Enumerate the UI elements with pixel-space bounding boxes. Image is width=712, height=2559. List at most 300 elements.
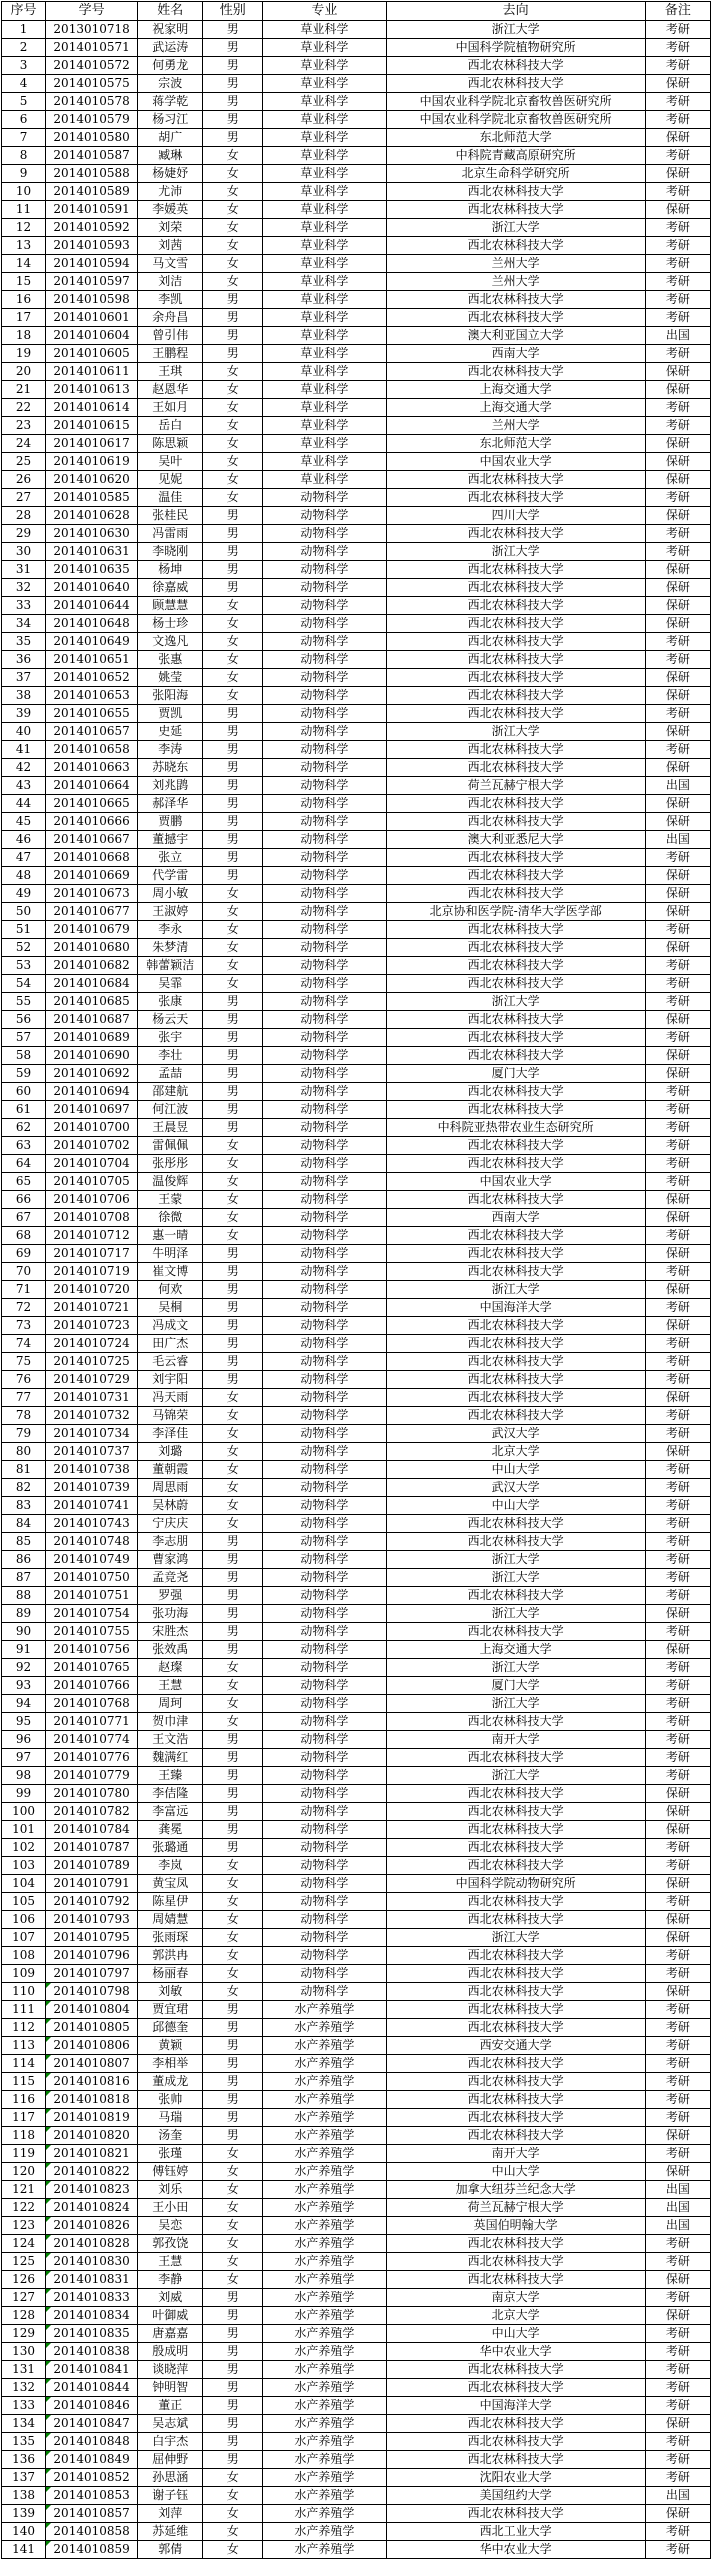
cell-major[interactable]: 草业科学: [263, 219, 386, 237]
cell-name[interactable]: 苏延维: [138, 2523, 203, 2541]
cell-note[interactable]: 考研: [645, 417, 710, 435]
cell-student-id[interactable]: 2014010663: [46, 759, 138, 777]
cell-student-id[interactable]: 2014010613: [46, 381, 138, 399]
cell-name[interactable]: 史延: [138, 723, 203, 741]
cell-index[interactable]: 25: [2, 453, 46, 471]
cell-major[interactable]: 水产养殖学: [263, 2415, 386, 2433]
cell-student-id[interactable]: 2014010597: [46, 273, 138, 291]
cell-major[interactable]: 动物科学: [263, 1299, 386, 1317]
cell-name[interactable]: 赵璨: [138, 1659, 203, 1677]
cell-student-id[interactable]: 2014010579: [46, 111, 138, 129]
cell-name[interactable]: 顾慧慧: [138, 597, 203, 615]
cell-destination[interactable]: 西北农林科技大学: [386, 1785, 645, 1803]
cell-note[interactable]: 考研: [645, 633, 710, 651]
cell-index[interactable]: 128: [2, 2307, 46, 2325]
cell-index[interactable]: 103: [2, 1857, 46, 1875]
cell-destination[interactable]: 西北农林科技大学: [386, 1749, 645, 1767]
cell-name[interactable]: 孙思涵: [138, 2469, 203, 2487]
cell-name[interactable]: 李相举: [138, 2055, 203, 2073]
cell-major[interactable]: 水产养殖学: [263, 2091, 386, 2109]
cell-name[interactable]: 杨坤: [138, 561, 203, 579]
cell-note[interactable]: 保研: [645, 1047, 710, 1065]
cell-destination[interactable]: 西北农林科技大学: [386, 615, 645, 633]
cell-destination[interactable]: 西北农林科技大学: [386, 1893, 645, 1911]
cell-gender[interactable]: 男: [203, 2325, 263, 2343]
cell-name[interactable]: 毛云睿: [138, 1353, 203, 1371]
cell-name[interactable]: 董朝霞: [138, 1461, 203, 1479]
cell-destination[interactable]: 中国科学院动物研究所: [386, 1875, 645, 1893]
cell-student-id[interactable]: 2014010741: [46, 1497, 138, 1515]
cell-destination[interactable]: 西北农林科技大学: [386, 633, 645, 651]
cell-name[interactable]: 何江波: [138, 1101, 203, 1119]
cell-gender[interactable]: 女: [203, 2163, 263, 2181]
cell-destination[interactable]: 浙江大学: [386, 993, 645, 1011]
cell-major[interactable]: 动物科学: [263, 723, 386, 741]
cell-gender[interactable]: 男: [203, 741, 263, 759]
cell-destination[interactable]: 浙江大学: [386, 219, 645, 237]
cell-destination[interactable]: 中国海洋大学: [386, 2397, 645, 2415]
cell-major[interactable]: 草业科学: [263, 129, 386, 147]
cell-index[interactable]: 14: [2, 255, 46, 273]
cell-note[interactable]: 保研: [645, 129, 710, 147]
cell-student-id[interactable]: 2014010743: [46, 1515, 138, 1533]
cell-destination[interactable]: 西北农林科技大学: [386, 237, 645, 255]
cell-student-id[interactable]: 2014010572: [46, 57, 138, 75]
cell-note[interactable]: 考研: [645, 1569, 710, 1587]
cell-major[interactable]: 草业科学: [263, 363, 386, 381]
cell-note[interactable]: 保研: [645, 1065, 710, 1083]
cell-note[interactable]: 保研: [645, 1443, 710, 1461]
cell-index[interactable]: 94: [2, 1695, 46, 1713]
cell-destination[interactable]: 西南大学: [386, 1209, 645, 1227]
cell-destination[interactable]: 西北农林科技大学: [386, 1083, 645, 1101]
cell-major[interactable]: 水产养殖学: [263, 2343, 386, 2361]
cell-major[interactable]: 动物科学: [263, 1533, 386, 1551]
cell-index[interactable]: 89: [2, 1605, 46, 1623]
cell-index[interactable]: 16: [2, 291, 46, 309]
cell-destination[interactable]: 西北农林科技大学: [386, 1047, 645, 1065]
cell-student-id[interactable]: 2014010849: [46, 2451, 138, 2469]
cell-gender[interactable]: 男: [203, 2001, 263, 2019]
cell-student-id[interactable]: 2014010649: [46, 633, 138, 651]
cell-note[interactable]: 保研: [645, 471, 710, 489]
cell-major[interactable]: 动物科学: [263, 1479, 386, 1497]
cell-index[interactable]: 56: [2, 1011, 46, 1029]
cell-gender[interactable]: 女: [203, 597, 263, 615]
cell-index[interactable]: 121: [2, 2181, 46, 2199]
cell-student-id[interactable]: 2014010750: [46, 1569, 138, 1587]
cell-student-id[interactable]: 2014010804: [46, 2001, 138, 2019]
cell-gender[interactable]: 女: [203, 1137, 263, 1155]
cell-gender[interactable]: 男: [203, 1065, 263, 1083]
cell-name[interactable]: 殷成明: [138, 2343, 203, 2361]
cell-gender[interactable]: 女: [203, 615, 263, 633]
cell-major[interactable]: 水产养殖学: [263, 2397, 386, 2415]
cell-destination[interactable]: 加拿大纽芬兰纪念大学: [386, 2181, 645, 2199]
cell-major[interactable]: 动物科学: [263, 1497, 386, 1515]
cell-student-id[interactable]: 2014010585: [46, 489, 138, 507]
cell-major[interactable]: 动物科学: [263, 597, 386, 615]
cell-student-id[interactable]: 2014010601: [46, 309, 138, 327]
cell-student-id[interactable]: 2014010774: [46, 1731, 138, 1749]
cell-student-id[interactable]: 2014010651: [46, 651, 138, 669]
cell-note[interactable]: 保研: [645, 2415, 710, 2433]
cell-note[interactable]: 考研: [645, 1173, 710, 1191]
cell-major[interactable]: 草业科学: [263, 147, 386, 165]
cell-student-id[interactable]: 2014010679: [46, 921, 138, 939]
cell-index[interactable]: 71: [2, 1281, 46, 1299]
cell-destination[interactable]: 南京大学: [386, 2289, 645, 2307]
cell-student-id[interactable]: 2014010588: [46, 165, 138, 183]
cell-note[interactable]: 考研: [645, 2091, 710, 2109]
cell-destination[interactable]: 西北农林科技大学: [386, 2505, 645, 2523]
cell-major[interactable]: 水产养殖学: [263, 2037, 386, 2055]
cell-student-id[interactable]: 2014010658: [46, 741, 138, 759]
cell-student-id[interactable]: 2014010721: [46, 1299, 138, 1317]
cell-major[interactable]: 动物科学: [263, 759, 386, 777]
cell-destination[interactable]: 西北农林科技大学: [386, 1407, 645, 1425]
cell-gender[interactable]: 女: [203, 471, 263, 489]
cell-gender[interactable]: 男: [203, 1587, 263, 1605]
cell-note[interactable]: 出国: [645, 327, 710, 345]
cell-gender[interactable]: 男: [203, 1101, 263, 1119]
cell-destination[interactable]: 西北农林科技大学: [386, 1137, 645, 1155]
cell-student-id[interactable]: 2014010697: [46, 1101, 138, 1119]
cell-index[interactable]: 62: [2, 1119, 46, 1137]
cell-index[interactable]: 102: [2, 1839, 46, 1857]
cell-note[interactable]: 保研: [645, 1191, 710, 1209]
cell-student-id[interactable]: 2014010824: [46, 2199, 138, 2217]
cell-index[interactable]: 5: [2, 93, 46, 111]
cell-gender[interactable]: 男: [203, 1119, 263, 1137]
cell-name[interactable]: 王如月: [138, 399, 203, 417]
cell-name[interactable]: 杨丽春: [138, 1965, 203, 1983]
cell-destination[interactable]: 厦门大学: [386, 1065, 645, 1083]
cell-student-id[interactable]: 2014010844: [46, 2379, 138, 2397]
cell-major[interactable]: 动物科学: [263, 1623, 386, 1641]
cell-gender[interactable]: 女: [203, 1911, 263, 1929]
cell-name[interactable]: 李壮: [138, 1047, 203, 1065]
cell-name[interactable]: 郝泽华: [138, 795, 203, 813]
cell-destination[interactable]: 西北农林科技大学: [386, 1713, 645, 1731]
cell-name[interactable]: 孟竞尧: [138, 1569, 203, 1587]
cell-destination[interactable]: 西北农林科技大学: [386, 849, 645, 867]
cell-destination[interactable]: 中山大学: [386, 1461, 645, 1479]
cell-major[interactable]: 动物科学: [263, 1317, 386, 1335]
cell-student-id[interactable]: 2014010835: [46, 2325, 138, 2343]
col-header-index[interactable]: 序号: [2, 2, 46, 21]
cell-note[interactable]: 保研: [645, 453, 710, 471]
cell-major[interactable]: 动物科学: [263, 1803, 386, 1821]
cell-student-id[interactable]: 2014010818: [46, 2091, 138, 2109]
cell-note[interactable]: 考研: [645, 1551, 710, 1569]
cell-student-id[interactable]: 2014010684: [46, 975, 138, 993]
col-header-major[interactable]: 专业: [263, 2, 386, 21]
cell-name[interactable]: 张功海: [138, 1605, 203, 1623]
cell-name[interactable]: 屈伸野: [138, 2451, 203, 2469]
cell-major[interactable]: 动物科学: [263, 1335, 386, 1353]
cell-gender[interactable]: 女: [203, 1227, 263, 1245]
cell-gender[interactable]: 女: [203, 2145, 263, 2163]
cell-note[interactable]: 考研: [645, 1407, 710, 1425]
cell-name[interactable]: 陈思颖: [138, 435, 203, 453]
cell-name[interactable]: 曹家鸿: [138, 1551, 203, 1569]
cell-index[interactable]: 126: [2, 2271, 46, 2289]
cell-name[interactable]: 宁庆庆: [138, 1515, 203, 1533]
cell-student-id[interactable]: 2014010838: [46, 2343, 138, 2361]
cell-student-id[interactable]: 2014010611: [46, 363, 138, 381]
cell-major[interactable]: 草业科学: [263, 39, 386, 57]
cell-name[interactable]: 吴恋: [138, 2217, 203, 2235]
cell-note[interactable]: 考研: [645, 849, 710, 867]
cell-index[interactable]: 127: [2, 2289, 46, 2307]
cell-index[interactable]: 51: [2, 921, 46, 939]
cell-student-id[interactable]: 2014010792: [46, 1893, 138, 1911]
cell-destination[interactable]: 西北农林科技大学: [386, 1011, 645, 1029]
cell-note[interactable]: 考研: [645, 291, 710, 309]
cell-name[interactable]: 李静: [138, 2271, 203, 2289]
cell-gender[interactable]: 男: [203, 129, 263, 147]
cell-destination[interactable]: 西北农林科技大学: [386, 1911, 645, 1929]
cell-name[interactable]: 钟明智: [138, 2379, 203, 2397]
cell-index[interactable]: 8: [2, 147, 46, 165]
cell-name[interactable]: 张康: [138, 993, 203, 1011]
cell-gender[interactable]: 男: [203, 75, 263, 93]
cell-index[interactable]: 107: [2, 1929, 46, 1947]
cell-major[interactable]: 动物科学: [263, 669, 386, 687]
cell-gender[interactable]: 男: [203, 2343, 263, 2361]
cell-index[interactable]: 84: [2, 1515, 46, 1533]
cell-index[interactable]: 17: [2, 309, 46, 327]
cell-name[interactable]: 贺巾津: [138, 1713, 203, 1731]
cell-gender[interactable]: 女: [203, 957, 263, 975]
cell-index[interactable]: 23: [2, 417, 46, 435]
cell-note[interactable]: 出国: [645, 777, 710, 795]
cell-gender[interactable]: 女: [203, 165, 263, 183]
cell-major[interactable]: 草业科学: [263, 165, 386, 183]
cell-student-id[interactable]: 2014010652: [46, 669, 138, 687]
cell-index[interactable]: 4: [2, 75, 46, 93]
cell-major[interactable]: 动物科学: [263, 1443, 386, 1461]
cell-note[interactable]: 考研: [645, 1083, 710, 1101]
cell-name[interactable]: 张瑾: [138, 2145, 203, 2163]
cell-destination[interactable]: 西北工业大学: [386, 2523, 645, 2541]
cell-gender[interactable]: 男: [203, 705, 263, 723]
cell-student-id[interactable]: 2014010712: [46, 1227, 138, 1245]
cell-student-id[interactable]: 2014010640: [46, 579, 138, 597]
cell-gender[interactable]: 女: [203, 939, 263, 957]
cell-note[interactable]: 考研: [645, 1119, 710, 1137]
cell-note[interactable]: 考研: [645, 1497, 710, 1515]
cell-name[interactable]: 李泽佳: [138, 1425, 203, 1443]
cell-index[interactable]: 55: [2, 993, 46, 1011]
cell-destination[interactable]: 西北农林科技大学: [386, 1623, 645, 1641]
cell-destination[interactable]: 澳大利亚悉尼大学: [386, 831, 645, 849]
cell-gender[interactable]: 男: [203, 813, 263, 831]
cell-student-id[interactable]: 2014010580: [46, 129, 138, 147]
cell-major[interactable]: 动物科学: [263, 1065, 386, 1083]
cell-gender[interactable]: 女: [203, 1929, 263, 1947]
cell-gender[interactable]: 男: [203, 1299, 263, 1317]
cell-name[interactable]: 张阳海: [138, 687, 203, 705]
cell-student-id[interactable]: 2014010734: [46, 1425, 138, 1443]
cell-name[interactable]: 曾引伟: [138, 327, 203, 345]
cell-index[interactable]: 70: [2, 1263, 46, 1281]
cell-gender[interactable]: 男: [203, 1623, 263, 1641]
cell-note[interactable]: 保研: [645, 795, 710, 813]
cell-student-id[interactable]: 2013010718: [46, 21, 138, 39]
cell-note[interactable]: 考研: [645, 345, 710, 363]
cell-gender[interactable]: 女: [203, 1497, 263, 1515]
cell-student-id[interactable]: 2014010593: [46, 237, 138, 255]
cell-major[interactable]: 草业科学: [263, 399, 386, 417]
cell-gender[interactable]: 女: [203, 2469, 263, 2487]
cell-major[interactable]: 草业科学: [263, 255, 386, 273]
cell-destination[interactable]: 西北农林科技大学: [386, 57, 645, 75]
cell-index[interactable]: 136: [2, 2451, 46, 2469]
cell-destination[interactable]: 西北农林科技大学: [386, 1587, 645, 1605]
cell-gender[interactable]: 女: [203, 453, 263, 471]
cell-name[interactable]: 唐嘉嘉: [138, 2325, 203, 2343]
cell-destination[interactable]: 西北农林科技大学: [386, 183, 645, 201]
cell-name[interactable]: 王臻: [138, 1767, 203, 1785]
cell-note[interactable]: 保研: [645, 939, 710, 957]
cell-major[interactable]: 动物科学: [263, 687, 386, 705]
cell-student-id[interactable]: 2014010694: [46, 1083, 138, 1101]
cell-note[interactable]: 保研: [645, 1785, 710, 1803]
cell-major[interactable]: 草业科学: [263, 417, 386, 435]
cell-major[interactable]: 动物科学: [263, 867, 386, 885]
cell-student-id[interactable]: 2014010793: [46, 1911, 138, 1929]
cell-index[interactable]: 53: [2, 957, 46, 975]
cell-destination[interactable]: 浙江大学: [386, 723, 645, 741]
cell-destination[interactable]: 西北农林科技大学: [386, 687, 645, 705]
cell-major[interactable]: 水产养殖学: [263, 2217, 386, 2235]
cell-major[interactable]: 草业科学: [263, 183, 386, 201]
cell-note[interactable]: 保研: [645, 1803, 710, 1821]
cell-name[interactable]: 董撼宇: [138, 831, 203, 849]
cell-gender[interactable]: 女: [203, 219, 263, 237]
cell-note[interactable]: 考研: [645, 1353, 710, 1371]
cell-major[interactable]: 草业科学: [263, 309, 386, 327]
cell-destination[interactable]: 西北农林科技大学: [386, 741, 645, 759]
cell-major[interactable]: 动物科学: [263, 1263, 386, 1281]
cell-destination[interactable]: 西北农林科技大学: [386, 561, 645, 579]
cell-student-id[interactable]: 2014010846: [46, 2397, 138, 2415]
cell-index[interactable]: 65: [2, 1173, 46, 1191]
cell-name[interactable]: 杨婕妤: [138, 165, 203, 183]
cell-student-id[interactable]: 2014010700: [46, 1119, 138, 1137]
cell-major[interactable]: 动物科学: [263, 1605, 386, 1623]
cell-note[interactable]: 保研: [645, 2127, 710, 2145]
cell-index[interactable]: 132: [2, 2379, 46, 2397]
cell-index[interactable]: 18: [2, 327, 46, 345]
cell-index[interactable]: 11: [2, 201, 46, 219]
cell-gender[interactable]: 女: [203, 885, 263, 903]
cell-student-id[interactable]: 2014010630: [46, 525, 138, 543]
cell-note[interactable]: 保研: [645, 561, 710, 579]
cell-index[interactable]: 54: [2, 975, 46, 993]
cell-major[interactable]: 动物科学: [263, 1515, 386, 1533]
cell-student-id[interactable]: 2014010668: [46, 849, 138, 867]
cell-name[interactable]: 张惠: [138, 651, 203, 669]
cell-name[interactable]: 张宇: [138, 1029, 203, 1047]
cell-note[interactable]: 出国: [645, 2199, 710, 2217]
cell-name[interactable]: 王慧: [138, 2253, 203, 2271]
cell-destination[interactable]: 西北农林科技大学: [386, 1263, 645, 1281]
cell-destination[interactable]: 浙江大学: [386, 1605, 645, 1623]
cell-index[interactable]: 90: [2, 1623, 46, 1641]
cell-student-id[interactable]: 2014010847: [46, 2415, 138, 2433]
cell-major[interactable]: 动物科学: [263, 1911, 386, 1929]
cell-major[interactable]: 动物科学: [263, 1209, 386, 1227]
cell-student-id[interactable]: 2014010816: [46, 2073, 138, 2091]
cell-gender[interactable]: 男: [203, 1047, 263, 1065]
cell-index[interactable]: 52: [2, 939, 46, 957]
cell-index[interactable]: 42: [2, 759, 46, 777]
cell-gender[interactable]: 男: [203, 1839, 263, 1857]
cell-index[interactable]: 13: [2, 237, 46, 255]
cell-major[interactable]: 动物科学: [263, 741, 386, 759]
cell-note[interactable]: 考研: [645, 111, 710, 129]
cell-index[interactable]: 118: [2, 2127, 46, 2145]
cell-note[interactable]: 考研: [645, 741, 710, 759]
cell-note[interactable]: 保研: [645, 903, 710, 921]
cell-major[interactable]: 动物科学: [263, 1749, 386, 1767]
cell-note[interactable]: 保研: [645, 1929, 710, 1947]
cell-name[interactable]: 吴志斌: [138, 2415, 203, 2433]
cell-gender[interactable]: 女: [203, 2541, 263, 2559]
cell-student-id[interactable]: 2014010806: [46, 2037, 138, 2055]
cell-note[interactable]: 保研: [645, 1983, 710, 2001]
cell-note[interactable]: 保研: [645, 363, 710, 381]
cell-destination[interactable]: 西北农林科技大学: [386, 1857, 645, 1875]
cell-note[interactable]: 出国: [645, 2217, 710, 2235]
cell-index[interactable]: 131: [2, 2361, 46, 2379]
cell-index[interactable]: 6: [2, 111, 46, 129]
cell-major[interactable]: 动物科学: [263, 957, 386, 975]
cell-major[interactable]: 动物科学: [263, 615, 386, 633]
cell-destination[interactable]: 西北农林科技大学: [386, 1155, 645, 1173]
cell-gender[interactable]: 女: [203, 921, 263, 939]
cell-name[interactable]: 胡广: [138, 129, 203, 147]
cell-name[interactable]: 雷佩佩: [138, 1137, 203, 1155]
cell-index[interactable]: 93: [2, 1677, 46, 1695]
cell-index[interactable]: 113: [2, 2037, 46, 2055]
cell-index[interactable]: 49: [2, 885, 46, 903]
cell-gender[interactable]: 女: [203, 147, 263, 165]
cell-major[interactable]: 动物科学: [263, 1101, 386, 1119]
cell-gender[interactable]: 男: [203, 1335, 263, 1353]
cell-student-id[interactable]: 2014010723: [46, 1317, 138, 1335]
cell-destination[interactable]: 浙江大学: [386, 1551, 645, 1569]
cell-gender[interactable]: 男: [203, 759, 263, 777]
cell-major[interactable]: 动物科学: [263, 1569, 386, 1587]
cell-major[interactable]: 动物科学: [263, 795, 386, 813]
cell-name[interactable]: 马瑞: [138, 2109, 203, 2127]
cell-index[interactable]: 140: [2, 2523, 46, 2541]
cell-major[interactable]: 动物科学: [263, 1281, 386, 1299]
cell-gender[interactable]: 女: [203, 1515, 263, 1533]
cell-name[interactable]: 温俊辉: [138, 1173, 203, 1191]
cell-destination[interactable]: 西北农林科技大学: [386, 1371, 645, 1389]
cell-name[interactable]: 何欢: [138, 1281, 203, 1299]
cell-index[interactable]: 1: [2, 21, 46, 39]
cell-name[interactable]: 杨士珍: [138, 615, 203, 633]
cell-name[interactable]: 文逸凡: [138, 633, 203, 651]
cell-destination[interactable]: 西北农林科技大学: [386, 1191, 645, 1209]
cell-destination[interactable]: 西北农林科技大学: [386, 1101, 645, 1119]
